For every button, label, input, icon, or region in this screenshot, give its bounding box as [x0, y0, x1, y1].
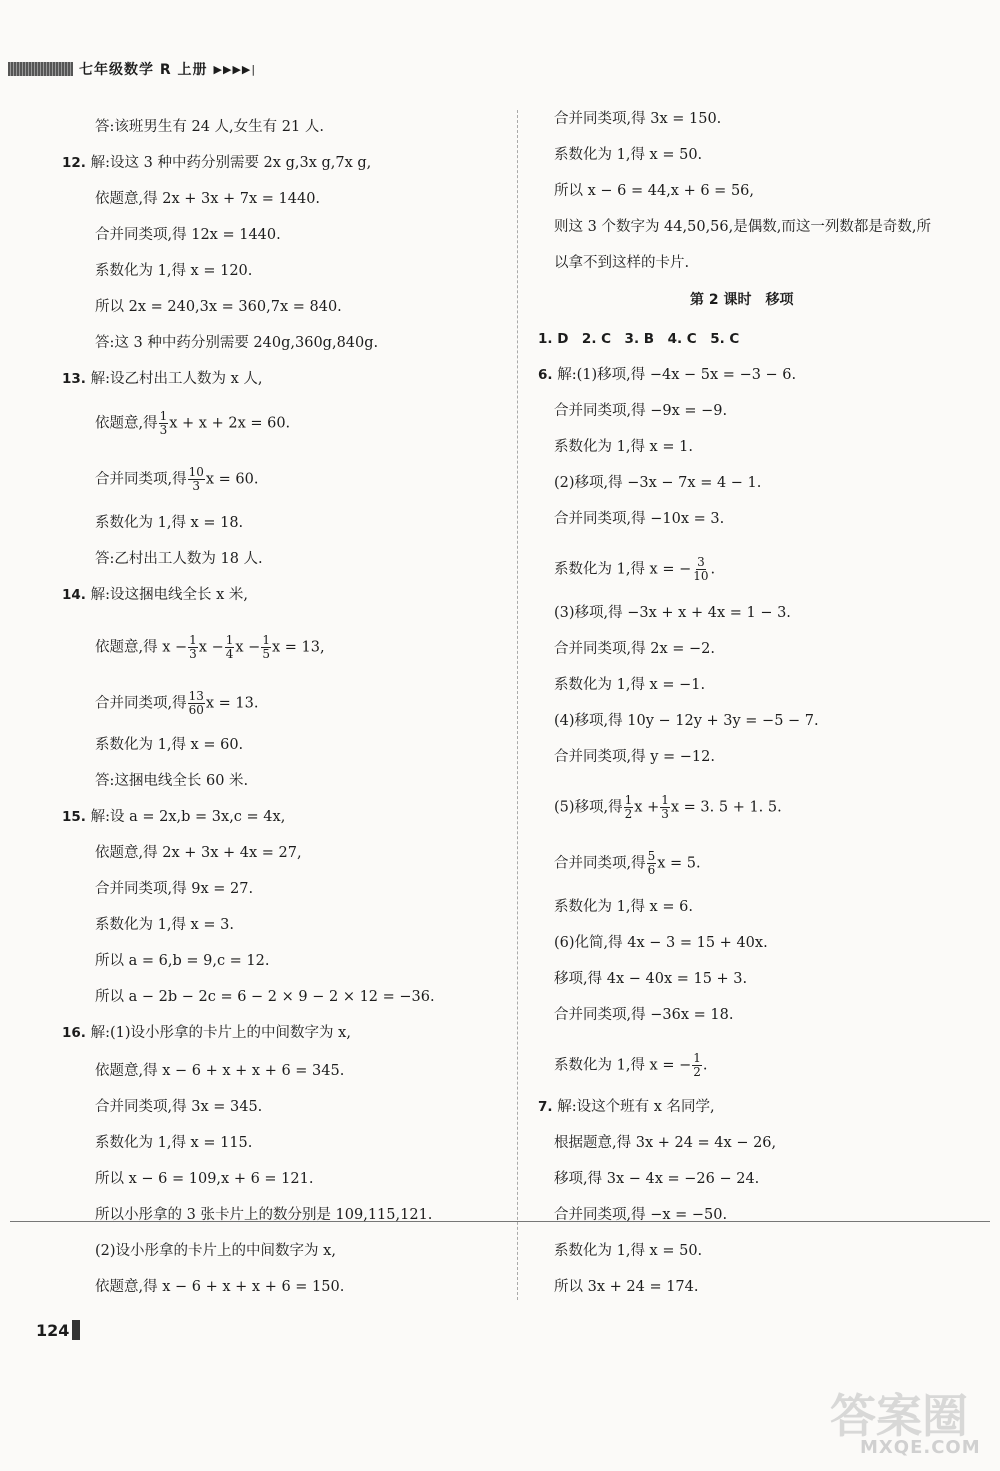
text-line — [554, 1052, 708, 1079]
line-text: (5)移项,得 — [554, 799, 623, 816]
line-text: 依题意,得 x − 6 + x + x + 6 = 150. — [95, 1279, 345, 1295]
line-text: 合并同类项,得 y = −12. — [554, 749, 715, 765]
text-line — [554, 1170, 759, 1188]
text-line — [95, 1278, 344, 1296]
text-line — [554, 676, 705, 694]
line-text: (2)移项,得 −3x − 7x = 4 − 1. — [554, 475, 762, 491]
fraction-numerator: 10 — [188, 465, 204, 479]
line-text: 解:设 a = 2x,b = 3x,c = 4x, — [90, 809, 286, 825]
line-text: 合并同类项,得 −10x = 3. — [554, 511, 725, 527]
line-text: x − — [198, 639, 224, 656]
page-number — [36, 1320, 80, 1340]
problem-number: 12. — [62, 155, 91, 171]
fraction-denominator: 2 — [693, 1065, 701, 1079]
fraction — [188, 634, 198, 661]
fraction — [692, 1052, 702, 1079]
text-line — [554, 640, 715, 658]
fraction-denominator: 3 — [661, 807, 669, 821]
text-line — [95, 226, 281, 244]
text-line — [554, 850, 701, 877]
line-text: 答:这 3 种中药分别需要 240g,360g,840g. — [95, 335, 379, 351]
line-text: (4)移项,得 10y − 12y + 3y = −5 − 7. — [554, 713, 819, 729]
page-number-text: 124 — [36, 1320, 70, 1340]
fraction-numerator: 1 — [624, 793, 633, 807]
text-line — [95, 334, 378, 352]
text-line — [554, 402, 727, 420]
line-text: x + x + 2x = 60. — [169, 415, 291, 432]
line-text: 系数化为 1,得 x = 6. — [554, 899, 693, 915]
column-divider — [517, 110, 518, 1300]
header-title: 七年级数学 R 上册 — [79, 62, 208, 78]
line-text: x − — [235, 639, 261, 656]
text-line — [95, 1206, 432, 1224]
line-text: 所以 a − 2b − 2c = 6 − 2 × 9 − 2 × 12 = −36. — [95, 989, 435, 1005]
fraction-denominator: 3 — [159, 423, 168, 437]
fraction-denominator: 4 — [225, 647, 234, 661]
text-line — [554, 934, 768, 952]
line-text: x = 3. 5 + 1. 5. — [670, 799, 782, 816]
section-heading-text: 第 2 课时 移项 — [690, 292, 794, 308]
fraction — [624, 794, 634, 821]
text-line — [95, 410, 290, 437]
text-line — [554, 1206, 727, 1224]
line-text: 所以 2x = 240,3x = 360,7x = 840. — [95, 299, 342, 315]
fraction-denominator: 3 — [189, 647, 197, 661]
text-line — [554, 712, 819, 730]
fraction-denominator: 60 — [188, 703, 204, 717]
text-line — [554, 1242, 702, 1260]
header-arrows: ▶▶▶▶| — [213, 62, 257, 76]
problem-line — [538, 1098, 715, 1116]
fraction-numerator: 1 — [693, 1051, 701, 1065]
running-header — [8, 60, 256, 78]
fraction-numerator: 1 — [159, 409, 168, 423]
text-line — [554, 218, 931, 236]
problem-number: 13. — [62, 371, 91, 387]
line-text: 合并同类项,得 — [95, 695, 187, 712]
line-text: (3)移项,得 −3x + x + 4x = 1 − 3. — [554, 605, 791, 621]
line-text: 系数化为 1,得 x = 3. — [95, 917, 234, 933]
text-line — [95, 736, 243, 754]
fraction — [188, 690, 205, 717]
text-line — [95, 514, 243, 532]
line-text: 所以 x − 6 = 44,x + 6 = 56, — [554, 183, 755, 199]
fraction-denominator: 3 — [192, 479, 201, 493]
problem-line — [62, 1024, 351, 1042]
line-text: 解:(1)移项,得 −4x − 5x = −3 − 6. — [557, 367, 797, 383]
line-text: 系数化为 1,得 x = − — [554, 561, 692, 578]
line-text: 所以 x − 6 = 109,x + 6 = 121. — [95, 1171, 314, 1187]
fraction-numerator: 1 — [225, 633, 234, 647]
fraction-numerator: 1 — [189, 633, 197, 647]
fraction — [159, 410, 169, 437]
fraction-denominator: 6 — [647, 863, 656, 877]
line-text: x = 5. — [657, 855, 701, 872]
problem-line — [538, 366, 796, 384]
text-line — [95, 466, 259, 493]
fraction-numerator: 5 — [647, 849, 656, 863]
text-line — [95, 690, 259, 717]
text-line — [95, 118, 324, 136]
line-text: 合并同类项,得 — [554, 855, 646, 872]
text-line — [554, 556, 715, 583]
line-text: 所以 a = 6,b = 9,c = 12. — [95, 953, 270, 969]
text-line — [95, 1134, 252, 1152]
line-text: 则这 3 个数字为 44,50,56,是偶数,而这一列数都是奇数,所 — [554, 219, 931, 235]
fraction — [261, 634, 271, 661]
line-text: 合并同类项,得 9x = 27. — [95, 881, 254, 897]
text-line — [554, 898, 693, 916]
line-text: x = 13. — [205, 695, 259, 712]
line-text: 合并同类项,得 3x = 150. — [554, 111, 722, 127]
line-text: 合并同类项,得 2x = −2. — [554, 641, 715, 657]
text-line — [554, 146, 702, 164]
text-line — [95, 880, 253, 898]
text-line — [95, 1062, 344, 1080]
line-text: 合并同类项,得 −9x = −9. — [554, 403, 728, 419]
line-text: 所以小彤拿的 3 张卡片上的数分别是 109,115,121. — [95, 1207, 433, 1223]
line-text: 答:这捆电线全长 60 米. — [95, 773, 249, 789]
text-line — [95, 550, 263, 568]
line-text: 答:该班男生有 24 人,女生有 21 人. — [95, 119, 324, 135]
line-text: 系数化为 1,得 x = 50. — [554, 1243, 703, 1259]
line-text: x = 13, — [271, 639, 325, 656]
problem-line — [62, 586, 248, 604]
fraction-denominator: 5 — [262, 647, 270, 661]
line-text: x = 60. — [205, 471, 259, 488]
section-heading — [690, 291, 794, 309]
watermark-logo: 答案圈 — [830, 1389, 968, 1443]
text-line — [95, 190, 320, 208]
fraction — [225, 634, 235, 661]
line-text: 系数化为 1,得 x = 1. — [554, 439, 693, 455]
fraction-numerator: 3 — [697, 555, 705, 569]
line-text: 以拿不到这样的卡片. — [554, 255, 690, 271]
text-line — [95, 952, 270, 970]
line-text: 系数化为 1,得 x = − — [554, 1057, 692, 1074]
text-line — [95, 262, 252, 280]
line-text: 系数化为 1,得 x = −1. — [554, 677, 706, 693]
line-text: 依题意,得 x − — [95, 639, 188, 656]
fraction — [692, 556, 709, 583]
line-text: (2)设小彤拿的卡片上的中间数字为 x, — [95, 1243, 336, 1259]
problem-number: 14. — [62, 587, 91, 603]
text-line — [554, 794, 782, 821]
fraction-numerator: 13 — [188, 689, 204, 703]
fraction-denominator: 2 — [624, 807, 633, 821]
line-text: 合并同类项,得 −x = −50. — [554, 1207, 728, 1223]
line-text: 移项,得 4x − 40x = 15 + 3. — [554, 971, 748, 987]
text-line — [95, 844, 302, 862]
line-text: 解:设这捆电线全长 x 米, — [90, 587, 249, 603]
text-line — [554, 748, 715, 766]
watermark-url: MXQE.COM — [860, 1437, 981, 1458]
line-text: 解:设乙村出工人数为 x 人, — [90, 371, 263, 387]
fraction-denominator: 10 — [693, 569, 709, 583]
line-text: 系数化为 1,得 x = 50. — [554, 147, 703, 163]
header-bar — [8, 62, 73, 76]
line-text: 合并同类项,得 −36x = 18. — [554, 1007, 734, 1023]
line-text: (6)化简,得 4x − 3 = 15 + 40x. — [554, 935, 768, 951]
problem-line — [62, 154, 371, 172]
problem-line — [62, 808, 285, 826]
text-line — [95, 1242, 336, 1260]
fraction — [188, 466, 205, 493]
text-line — [554, 1134, 776, 1152]
fraction — [647, 850, 657, 877]
text-line — [554, 254, 689, 272]
problem-number: 7. — [538, 1099, 558, 1115]
line-text: 系数化为 1,得 x = 60. — [95, 737, 244, 753]
line-text: 合并同类项,得 — [95, 471, 187, 488]
text-line — [554, 1278, 698, 1296]
line-text: 解:设这个班有 x 名同学, — [557, 1099, 715, 1115]
line-text: 系数化为 1,得 x = 18. — [95, 515, 244, 531]
text-line — [554, 110, 721, 128]
line-text: 答:乙村出工人数为 18 人. — [95, 551, 263, 567]
line-text: 解:设这 3 种中药分别需要 2x g,3x g,7x g, — [90, 155, 372, 171]
line-text: 所以 3x + 24 = 174. — [554, 1279, 699, 1295]
line-text: 依题意,得 2x + 3x + 7x = 1440. — [95, 191, 321, 207]
text-line — [554, 1006, 733, 1024]
line-text: 依题意,得 x − 6 + x + x + 6 = 345. — [95, 1063, 345, 1079]
text-line — [538, 330, 739, 348]
text-line — [554, 510, 724, 528]
line-text: x + — [634, 799, 660, 816]
problem-line — [62, 370, 263, 388]
text-line — [95, 772, 248, 790]
line-text: . — [702, 1057, 708, 1074]
text-line — [95, 988, 435, 1006]
line-text: 合并同类项,得 3x = 345. — [95, 1099, 263, 1115]
line-text: 系数化为 1,得 x = 115. — [95, 1135, 253, 1151]
fraction-numerator: 1 — [661, 793, 669, 807]
text-line — [554, 438, 693, 456]
page-number-bar — [72, 1320, 80, 1340]
line-text: 系数化为 1,得 x = 120. — [95, 263, 253, 279]
text-line — [95, 298, 342, 316]
text-line — [95, 1170, 313, 1188]
text-line — [554, 474, 761, 492]
problem-number: 16. — [62, 1025, 91, 1041]
line-text: 根据题意,得 3x + 24 = 4x − 26, — [554, 1135, 777, 1151]
text-line — [95, 1098, 262, 1116]
text-line — [95, 634, 325, 661]
text-line — [95, 916, 234, 934]
line-text: 移项,得 3x − 4x = −26 − 24. — [554, 1171, 760, 1187]
text-line — [554, 604, 791, 622]
problem-number: 15. — [62, 809, 91, 825]
line-text: 合并同类项,得 12x = 1440. — [95, 227, 281, 243]
text-line — [554, 182, 754, 200]
line-text: 解:(1)设小彤拿的卡片上的中间数字为 x, — [90, 1025, 351, 1041]
text-line — [554, 970, 747, 988]
fraction-numerator: 1 — [262, 633, 270, 647]
line-text: 依题意,得 — [95, 415, 158, 432]
line-text: . — [710, 561, 716, 578]
problem-number: 6. — [538, 367, 558, 383]
line-text: 1. D 2. C 3. B 4. C 5. C — [538, 331, 740, 347]
line-text: 依题意,得 2x + 3x + 4x = 27, — [95, 845, 302, 861]
fraction — [660, 794, 670, 821]
